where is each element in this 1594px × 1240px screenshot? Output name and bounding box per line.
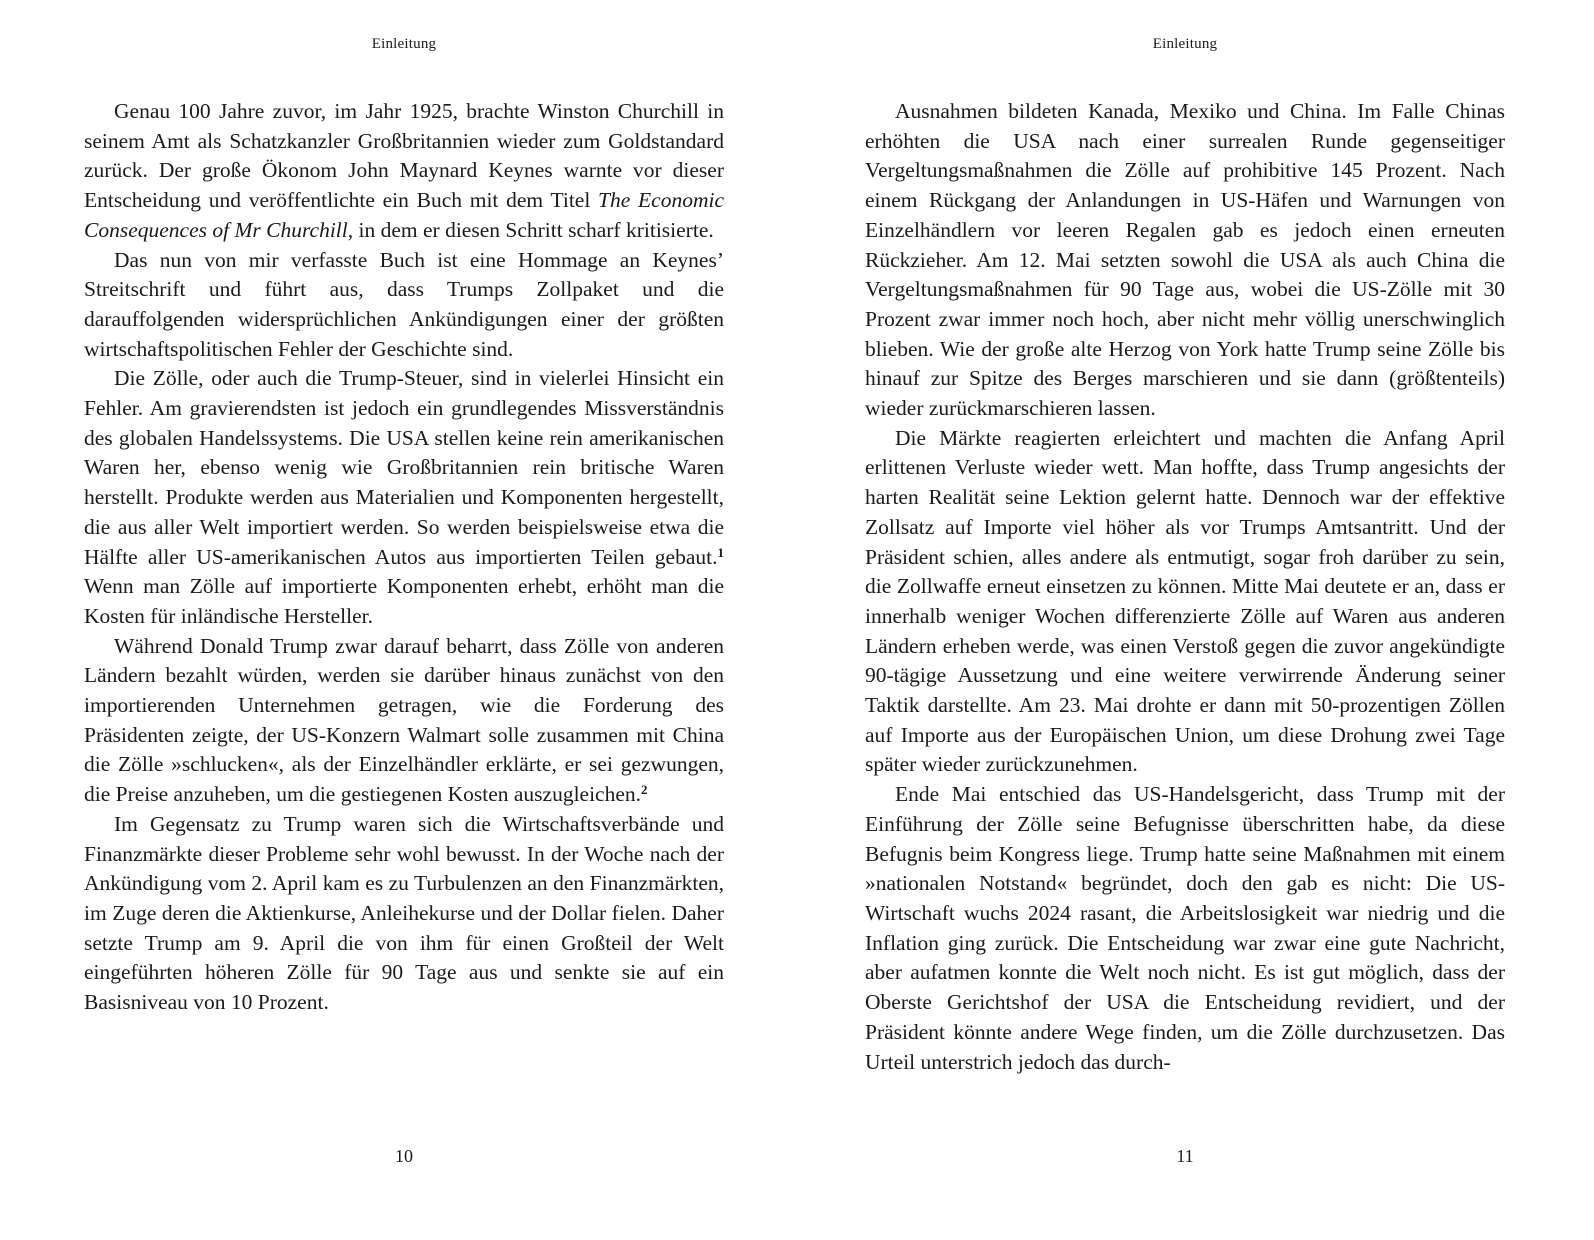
paragraph: Ausnahmen bildeten Kanada, Mexiko und China. Im Falle Chinas erhöhten die USA nach einer surrealen Runde gegenseitiger Vergeltungsmaßnahmen die Zölle auf prohibitive 145 Prozent. Nach einem Rückgang der Anlandungen in US-Häfen und Warnungen von Einzelhändlern vor leeren Regalen gab es jedoch einen erneuten Rückzieher. Am 12. Mai setzten sowohl die USA als auch China die Vergeltungsmaßnahmen für 90 Tage aus, wobei die US-Zölle mit 30 Prozent zwar immer noch hoch, aber nicht mehr völlig unerschwinglich blieben. Wie der große alte Herzog von York hatte Trump seine Zölle bis hinauf zur Spitze des Berges marschieren und sie dann (größtenteils) wieder zurückmarschieren lassen. — [865, 99, 1505, 421]
paragraph-text: Die Zölle, oder auch die Trump-Steuer, sind in vielerlei Hinsicht ein Fehler. Am gravierendsten ist jedoch ein grundlegendes Missverständnis des globalen Handelssystems. Die USA stellen keine rein amerikanischen Waren her, ebenso wenig wie Großbritannien rein britische Waren herstellt. Produkte werden aus Materialien und Komponenten hergestellt, die aus aller Welt importiert werden. So werden beispielsweise etwa die Hälfte aller US-amerikanischen Autos aus importierten Teilen gebaut. — [84, 366, 724, 569]
body-text — [865, 97, 1505, 1077]
left-page — [84, 0, 724, 1240]
right-page — [865, 0, 1505, 1240]
footnote-marker[interactable]: 2 — [641, 782, 648, 798]
paragraph-text: Genau 100 Jahre zuvor, im Jahr 1925, brachte Winston Churchill in seinem Amt als Schatzkanzler Großbritannien wieder zum Goldstandard zurück. Der große Ökonom John Maynard Keynes warnte vor dieser Entscheidung und veröffentlichte ein Buch mit dem Titel — [84, 99, 724, 213]
paragraph: Das nun von mir verfasste Buch ist eine Hommage an Keynes’ Streitschrift und führt aus, dass Trumps Zollpaket und die darauffolgenden widersprüchlichen Ankündigungen einer der größten wirtschaftspolitischen Fehler der Geschichte sind. — [84, 247, 724, 361]
paragraph-text: Wenn man Zölle auf importierte Komponenten erhebt, erhöht man die Kosten für inländische Hersteller. — [84, 574, 724, 628]
page-number: 10 — [395, 1146, 413, 1166]
paragraph — [84, 632, 724, 810]
paragraph: Im Gegensatz zu Trump waren sich die Wirtschaftsverbände und Finanzmärkte dieser Probleme sehr wohl bewusst. In der Woche nach der Ankündigung vom 2. April kam es zu Turbulenzen an den Finanzmärkten, im Zuge deren die Aktienkurse, Anleihekurse und der Dollar fielen. Daher setzte Trump am 9. April die von ihm für einen Großteil der Welt eingeführten höheren Zölle für 90 Tage aus und senkte sie auf ein Basisniveau von 10 Prozent. — [84, 811, 724, 1015]
book-title: The Economic Consequences of Mr Churchill — [84, 188, 724, 242]
footnote-marker[interactable]: 1 — [717, 544, 724, 560]
paragraph — [84, 364, 724, 631]
running-head: Einleitung — [371, 36, 437, 52]
page-number: 11 — [1176, 1146, 1194, 1166]
paragraph: Ende Mai entschied das US-Handelsgericht, dass Trump mit der Einführung der Zölle seine Befugnisse überschritten habe, da diese Befugnis beim Kongress liege. Trump hatte seine Maßnahmen mit einem »nationalen Notstand« begründet, doch den gab es nicht: Die US-Wirtschaft wuchs 2024 rasant, die Arbeitslosigkeit war niedrig und die Inflation ging zurück. Die Entscheidung war zwar eine gute Nachricht, aber aufatmen konnte die Welt noch nicht. Es ist gut möglich, dass der Oberste Gerichtshof der USA die Entscheidung revidiert, und der Präsident könnte andere Wege finden, um die Zölle durchzusetzen. Das Urteil unterstrich jedoch das durch- — [865, 782, 1505, 1074]
paragraph: Die Märkte reagierten erleichtert und machten die Anfang April erlittenen Verluste wieder wett. Man hoffte, dass Trump angesichts der harten Realität seine Lektion gelernt hatte. Dennoch war der effektive Zollsatz auf Importe viel höher als vor Trumps Amtsantritt. Und der Präsident schien, alles andere als entmutigt, sogar froh darüber zu sein, die Zollwaffe erneut einsetzen zu können. Mitte Mai deutete er an, dass er innerhalb weniger Wochen differenzierte Zölle auf Waren aus anderen Ländern erheben werde, was einen Verstoß gegen die zuvor angekündigte 90-tägige Aussetzung und eine weitere verwirrende Änderung seiner Taktik darstellte. Am 23. Mai drohte er dann mit 50-prozentigen Zöllen auf Importe aus der Europäischen Union, um diese Drohung zwei Tage später wieder zurückzunehmen. — [865, 425, 1505, 777]
running-head: Einleitung — [1152, 36, 1218, 52]
paragraph-text: Während Donald Trump zwar darauf beharrt, dass Zölle von anderen Ländern bezahlt würden, werden sie darüber hinaus zunächst von den importierenden Unternehmen getragen, wie die Forderung des Präsidenten zeigte, der US-Konzern Walmart solle zusammen mit China die Zölle »schlucken«, als der Einzelhändler erklärte, er sei gezwungen, die Preise anzuheben, um die gestiegenen Kosten auszugleichen. — [84, 633, 724, 807]
paragraph — [84, 97, 724, 246]
body-text — [84, 97, 724, 1018]
paragraph-text: , in dem er diesen Schritt scharf kritisierte. — [347, 217, 714, 242]
